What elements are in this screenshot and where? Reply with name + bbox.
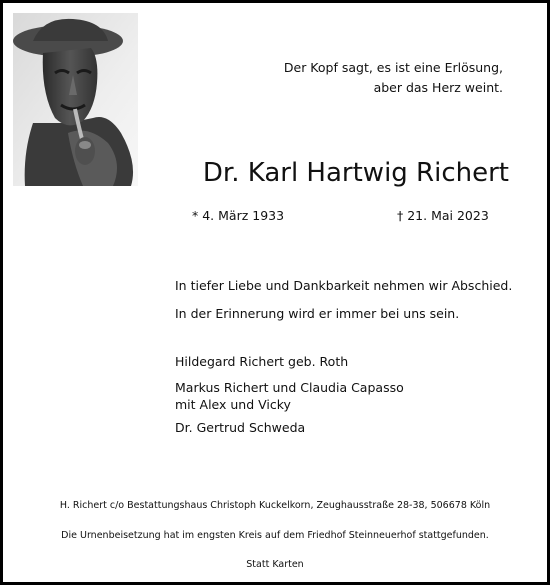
mourner-3: mit Alex und Vicky	[175, 397, 291, 412]
quote	[243, 58, 503, 98]
birth-date: * 4. März 1933	[192, 208, 285, 223]
quote-line-1: Der Kopf sagt, es ist eine Erlösung,	[283, 60, 503, 75]
burial-notice: Die Urnenbeisetzung hat im engsten Kreis auf dem Friedhof Steinneuerhof stattgefunden.	[61, 530, 489, 541]
no-cards-notice: Statt Karten	[246, 559, 304, 570]
mourner-4: Dr. Gertrud Schweda	[175, 420, 306, 435]
mourner-1: Hildegard Richert geb. Roth	[175, 354, 349, 369]
farewell-line-1: In tiefer Liebe und Dankbarkeit nehmen wir Abschied.	[175, 278, 513, 293]
sculpture-photo	[13, 13, 138, 186]
mourner-2: Markus Richert und Claudia Capasso	[175, 380, 404, 395]
deceased-name: Dr. Karl Hartwig Richert	[202, 158, 509, 188]
death-date: † 21. Mai 2023	[397, 208, 489, 223]
farewell-line-2: In der Erinnerung wird er immer bei uns sein.	[175, 306, 460, 321]
address-line: H. Richert c/o Bestattungshaus Christoph Kuckelkorn, Zeughausstraße 28-38, 506678 Köln	[59, 500, 491, 511]
quote-line-2: aber das Herz weint.	[373, 80, 503, 95]
